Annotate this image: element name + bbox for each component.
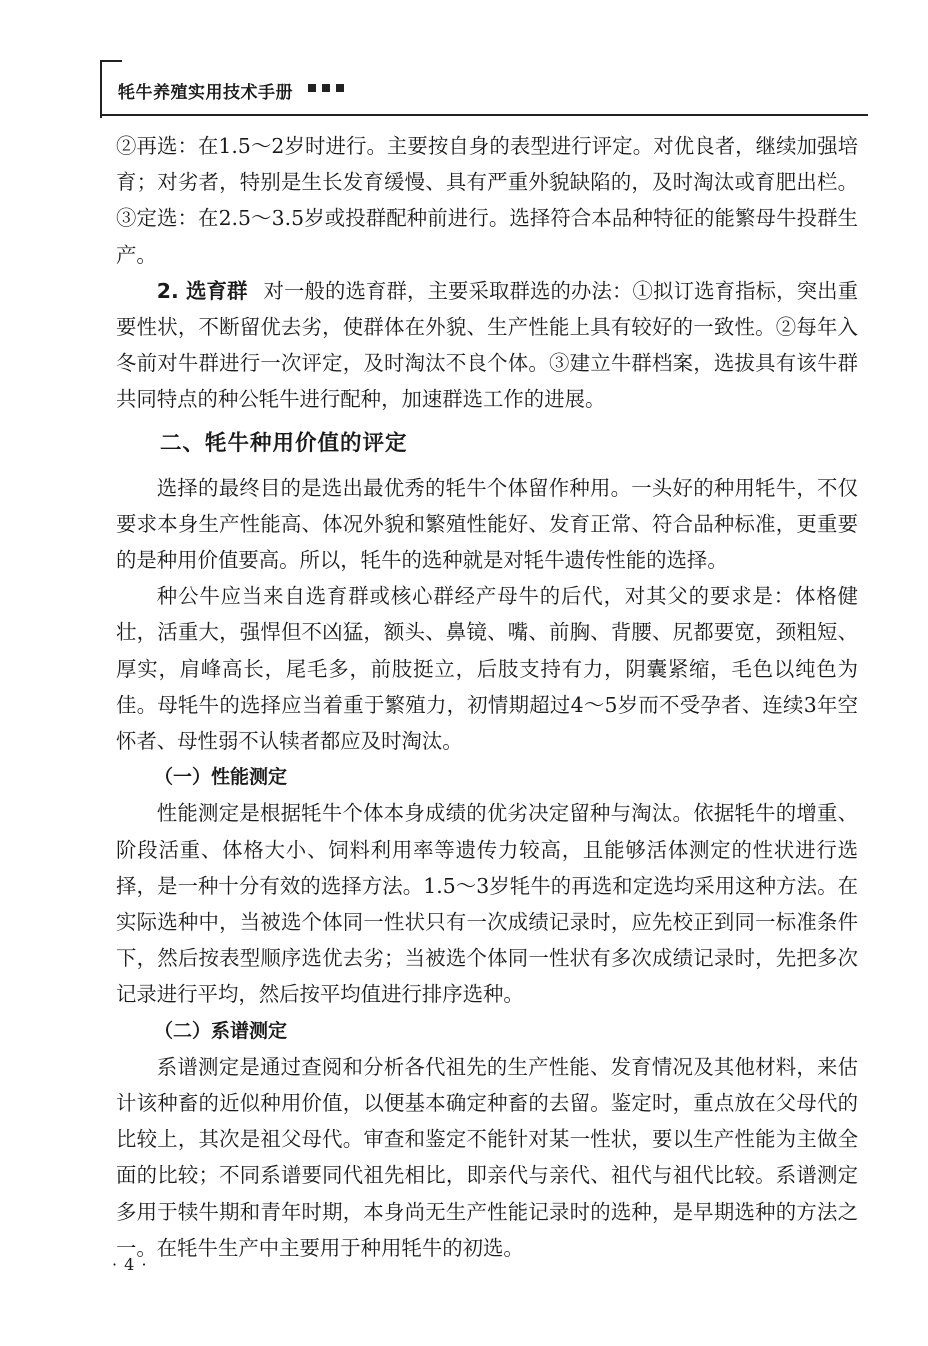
paragraph-pedigree-test: 系谱测定是通过查阅和分析各代祖先的生产性能、发育情况及其他材料，来估计该种畜的近似种用价值，以便基本确定种畜的去留。鉴定时，重点放在父母代的比较上，其次是祖父母代。审查和鉴定不能针对某一性状，要以生产性能为主做全面的比较；不同系谱要同代祖先相比，即亲代与亲代、祖代与祖代比较。系谱测定多用于犊牛期和青年时期，本身尚无生产性能记录时的选种，是早期选种的方法之一。在牦牛生产中主要用于种用牦牛的初选。 <box>116 1054 858 1260</box>
paragraph-reselection: ②再选：在1.5～2岁时进行。主要按自身的表型进行评定。对优良者，继续加强培育；对劣者，特别是生长发育缓慢、具有严重外貌缺陷的，及时淘汰或育肥出栏。③定选：在2.5～3.5岁或投群配种前进行。选择符合本品种特征的能繁母牛投群生产。 <box>116 134 858 267</box>
header-rule <box>100 114 868 116</box>
page-number: · 4 · <box>112 1255 148 1274</box>
book-title: 牦牛养殖实用技术手册 <box>118 83 293 103</box>
subsection-heading-performance: （一）性能测定 <box>154 766 288 789</box>
paragraph-bull-requirements: 种公牛应当来自选育群或核心群经产母牛的后代，对其父的要求是：体格健壮，活重大，强悍但不凶猛，额头、鼻镜、嘴、前胸、背腰、尻都要宽，颈粗短、厚实，肩峰高长，尾毛多，前肢挺立，后肢支持有力，阴囊紧缩，毛色以纯色为佳。母牦牛的选择应当着重于繁殖力，初情期超过4～5岁而不受孕者、连续3年空怀者、母性弱不认犊者都应及时淘汰。 <box>116 584 858 754</box>
ornament-square <box>336 84 344 92</box>
subsection-heading-pedigree: （二）系谱测定 <box>154 1019 288 1042</box>
running-head <box>100 60 868 116</box>
paragraph-breeding-group <box>116 273 858 418</box>
header-ornament-squares <box>308 84 344 92</box>
page-body <box>116 128 858 1266</box>
breeding-group-lead: 2. 选育群 <box>156 278 248 303</box>
ornament-square <box>308 84 316 92</box>
paragraph-performance-test: 性能测定是根据牦牛个体本身成绩的优劣决定留种与淘汰。依据牦牛的增重、阶段活重、体格大小、饲料利用率等遗传力较高，且能够活体测定的性状进行选择，是一种十分有效的选择方法。1.5～3岁牦牛的再选和定选均采用这种方法。在实际选种中，当被选个体同一性状只有一次成绩记录时，应先校正到同一标准条件下，然后按表型顺序选优去劣；当被选个体同一性状有多次成绩记录时，先把多次记录进行平均，然后按平均值进行排序选种。 <box>116 801 858 1007</box>
breeding-group-text: 对一般的选育群，主要采取群选的办法：①拟订选育指标，突出重要性状，不断留优去劣，使群体在外貌、生产性能上具有较好的一致性。②每年入冬前对牛群进行一次评定，及时淘汰不良个体。③建立牛群档案，选拔具有该牛群共同特点的种公牦牛进行配种，加速群选工作的进展。 <box>116 278 858 412</box>
paragraph-selection-goal: 选择的最终目的是选出最优秀的牦牛个体留作种用。一头好的种用牦牛，不仅要求本身生产性能高、体况外貌和繁殖性能好、发育正常、符合品种标准，更重要的是种用价值要高。所以，牦牛的选种就是对牦牛遗传性能的选择。 <box>116 475 858 573</box>
ornament-square <box>322 84 330 92</box>
section-heading: 二、牦牛种用价值的评定 <box>160 430 408 456</box>
